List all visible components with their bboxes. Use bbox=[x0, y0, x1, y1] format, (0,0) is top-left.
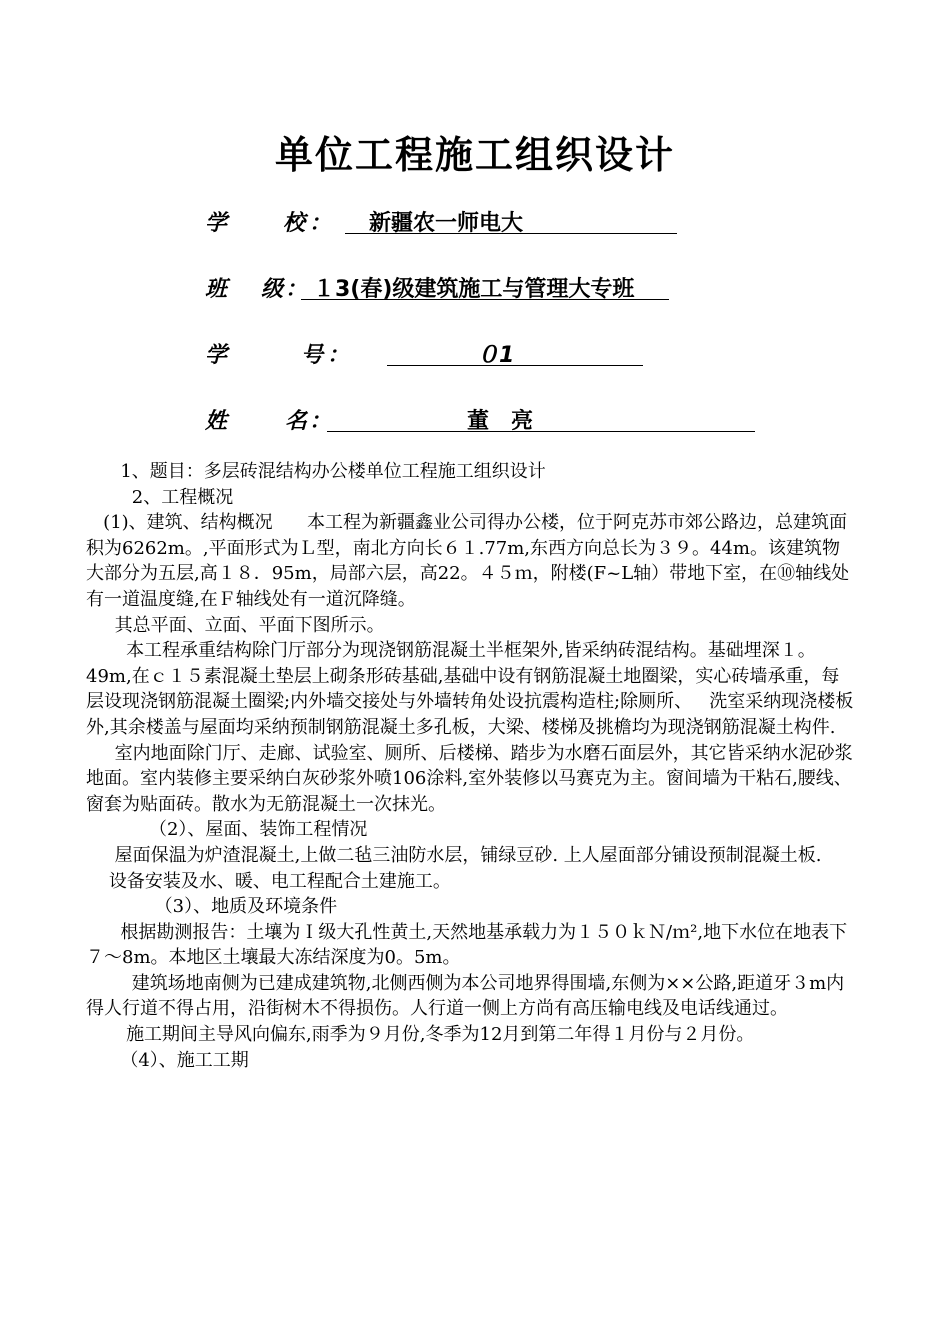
paragraph-roof-insulation: 屋面保温为炉渣混凝土,上做二毡三油防水层，铺绿豆砂. 上人屋面部分铺设预制混凝土板. bbox=[86, 844, 822, 866]
class-value: １3(春)级建筑施工与管理大专班 bbox=[313, 277, 635, 302]
paragraph-interior-finish: 室内地面除门厅、走廊、试验室、厕所、后楼梯、踏步为水磨石面层外，其它皆采纳水泥砂浆地面。室内装修主要采纳白灰砂浆外喷106涂料,室外装修以马赛克为主。窗间墙为干粘石,腰线、窗套为贴面砖。散水为无筋混凝土一次抹光。 bbox=[86, 742, 853, 815]
paragraph-roof-heading: （2）、屋面、装饰工程情况 bbox=[86, 819, 368, 841]
number-label-colon: ： bbox=[327, 343, 350, 368]
class-label-colon: ： bbox=[285, 277, 308, 302]
paragraph-topic: 1、题目：多层砖混结构办公楼单位工程施工组织设计 bbox=[86, 461, 546, 482]
class-label-char-2: 级 bbox=[261, 277, 284, 302]
school-label-char-1: 学 bbox=[205, 211, 228, 236]
paragraph-site-surroundings: 建筑场地南侧为已建成建筑物,北侧西侧为本公司地界得围墙,东侧为××公路,距道牙３m内得人行道不得占用，沿街树木不得损伤。人行道一侧上方尚有高压输电线及电话线通过。 bbox=[86, 972, 845, 1020]
number-label-char-1: 学 bbox=[205, 343, 228, 368]
paragraph-survey-report: 根据勘测报告：土壤为Ｉ级大孔性黄土,天然地基承载力为１５０ｋＮ/ｍ²,地下水位在地表下７～8m。本地区土壤最大冻结深度为0。5m。 bbox=[86, 921, 848, 969]
name-value: 董 亮 bbox=[467, 409, 534, 434]
paragraph-schedule-heading: （4）、施工工期 bbox=[86, 1049, 249, 1071]
name-value-underline bbox=[327, 404, 755, 432]
document-title: 单位工程施工组织设计 bbox=[274, 133, 675, 177]
class-label-char-1: 班 bbox=[205, 277, 228, 302]
number-value: ０1 bbox=[477, 343, 515, 368]
number-label-char-2: 号 bbox=[301, 343, 324, 368]
name-label-colon: ： bbox=[309, 409, 332, 434]
number-value-underline bbox=[387, 338, 643, 366]
school-label-colon: ： bbox=[309, 211, 332, 236]
school-value: 新疆农一师电大 bbox=[369, 211, 524, 236]
paragraph-geology-heading: （3）、地质及环境条件 bbox=[86, 896, 338, 918]
paragraph-load-bearing-structure: 本工程承重结构除门厅部分为现浇钢筋混凝土半框架外,皆采纳砖混结构。基础埋深１。49m,在ｃ１５素混凝土垫层上砌条形砖基础,基础中设有钢筋混凝土地圈梁，实心砖墙承重，每层设现浇钢筋混凝土圈梁;内外墙交接处与外墙转角处设抗震构造柱;除厕所、 洗室采纳现浇楼板外,其余楼盖与屋面均采纳预制钢筋混凝土多孔板，大梁、楼梯及挑檐均为现浇钢筋混凝土构件. bbox=[86, 640, 854, 738]
paragraph-overview-heading: 2、工程概况 bbox=[86, 486, 234, 508]
document-body bbox=[86, 459, 856, 1073]
school-label-char-2: 校 bbox=[283, 211, 306, 236]
name-label-char-2: 名 bbox=[285, 409, 308, 434]
paragraph-climate: 施工期间主导风向偏东,雨季为９月份,冬季为12月到第二年得１月份与２月份。 bbox=[86, 1024, 755, 1046]
paragraph-structure-overview: (1)、建筑、结构概况 本工程为新疆鑫业公司得办公楼，位于阿克苏市郊公路边，总建筑面积为6262m。,平面形式为Ｌ型，南北方向长６１.77m,东西方向总长为３９。44m。该建筑物大部分为五层,高１８．95m，局部六层，高22。４５ｍ，附楼(F~L轴）带地下室，在⑩轴线处有一道温度缝,在Ｆ轴线处有一道沉降缝。 bbox=[86, 512, 850, 610]
name-label-char-1: 姓 bbox=[205, 409, 228, 434]
paragraph-plan-reference: 其总平面、立面、平面下图所示。 bbox=[86, 614, 385, 636]
paragraph-equipment: 设备安装及水、暖、电工程配合土建施工。 bbox=[86, 870, 451, 892]
